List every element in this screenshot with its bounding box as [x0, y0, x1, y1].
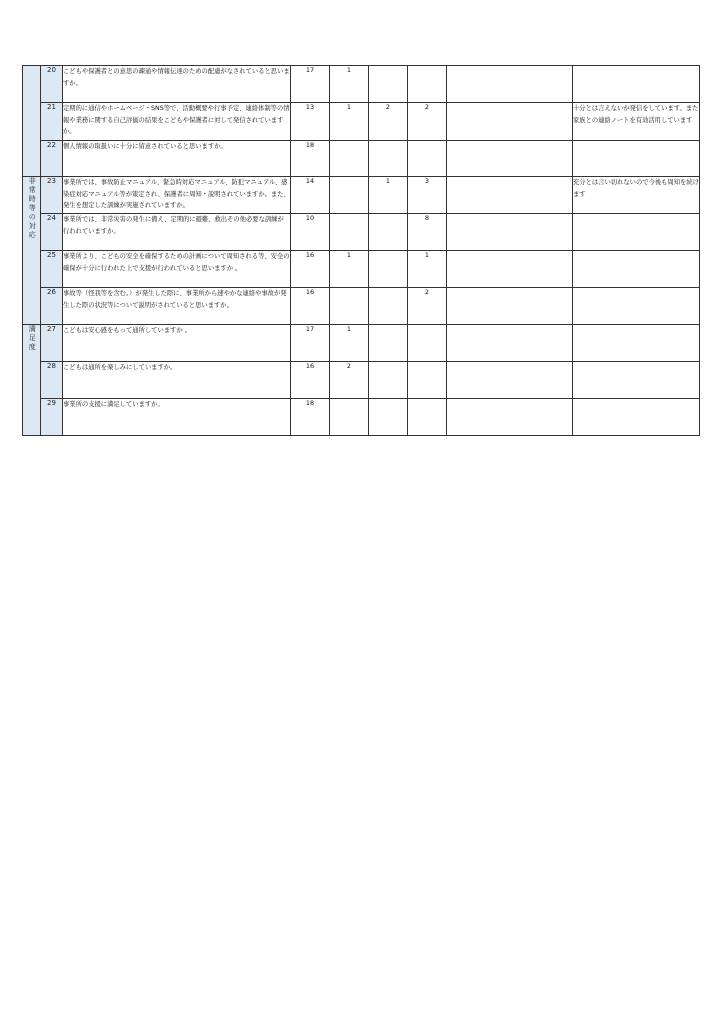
count-col1: 16 — [291, 362, 330, 399]
empty-cell — [447, 66, 573, 103]
count-col3 — [369, 362, 408, 399]
empty-cell — [447, 399, 573, 436]
category-label: 非常時等の対応 — [28, 177, 37, 240]
count-col4: 3 — [408, 177, 447, 214]
table-row — [23, 325, 700, 362]
count-col3: 1 — [369, 177, 408, 214]
survey-table — [22, 65, 700, 436]
comment-cell — [573, 141, 700, 177]
count-col4: 8 — [408, 214, 447, 251]
row-number: 25 — [41, 251, 63, 288]
question-text: 事故等（怪我等を含む。）が発生した際に、事業所から速やかな連絡や事故が発生した際の状況等について説明がされていると思いますか。 — [63, 288, 291, 325]
question-text: 定期的に通信やホームページ・SNS等で、活動概要や行事予定、連絡体制等の情報や業務に関する自己評価の結果をこどもや保護者に対して発信されていますか。 — [63, 103, 291, 141]
count-col1: 13 — [291, 103, 330, 141]
count-col1: 16 — [291, 288, 330, 325]
count-col4 — [408, 141, 447, 177]
count-col1: 17 — [291, 66, 330, 103]
count-col1: 17 — [291, 325, 330, 362]
empty-cell — [447, 288, 573, 325]
comment-cell — [573, 325, 700, 362]
count-col3 — [369, 325, 408, 362]
row-number: 28 — [41, 362, 63, 399]
question-text: こどもは通所を楽しみにしていますか。 — [63, 362, 291, 399]
count-col3 — [369, 288, 408, 325]
count-col1: 16 — [291, 251, 330, 288]
table-row — [23, 362, 700, 399]
comment-cell — [573, 288, 700, 325]
question-text: 事業所の支援に満足していますか。 — [63, 399, 291, 436]
comment-cell — [573, 362, 700, 399]
count-col3 — [369, 251, 408, 288]
table-row — [23, 288, 700, 325]
question-text: こどもは安心感をもって通所していますか 。 — [63, 325, 291, 362]
comment-cell: 十分とは言えないが発信をしています。また家族との連絡ノートを有効活用しています — [573, 103, 700, 141]
count-col4 — [408, 399, 447, 436]
row-number: 23 — [41, 177, 63, 214]
count-col4: 2 — [408, 103, 447, 141]
count-col4 — [408, 66, 447, 103]
count-col1: 10 — [291, 214, 330, 251]
empty-cell — [447, 141, 573, 177]
count-col4 — [408, 362, 447, 399]
row-number: 29 — [41, 399, 63, 436]
count-col2: 1 — [330, 325, 369, 362]
count-col2 — [330, 288, 369, 325]
count-col4: 1 — [408, 251, 447, 288]
question-text: 事業所では、事故防止マニュアル、緊急時対応マニュアル、防犯マニュアル、感染症対応マニュアル等が策定され、保護者に周知・説明されていますか。また、発生を想定した訓練が実施されていますか。 — [63, 177, 291, 214]
row-number: 27 — [41, 325, 63, 362]
count-col4 — [408, 325, 447, 362]
category-label: 満足度 — [28, 325, 37, 352]
table-row — [23, 399, 700, 436]
category-satisfaction — [23, 325, 41, 436]
count-col3 — [369, 214, 408, 251]
row-number: 26 — [41, 288, 63, 325]
count-col2 — [330, 177, 369, 214]
count-col2: 1 — [330, 251, 369, 288]
empty-cell — [447, 214, 573, 251]
count-col3 — [369, 399, 408, 436]
table-row — [23, 103, 700, 141]
empty-cell — [447, 362, 573, 399]
question-text: 個人情報の取扱いに十分に留意されていると思いますか。 — [63, 141, 291, 177]
count-col2 — [330, 399, 369, 436]
count-col3: 2 — [369, 103, 408, 141]
count-col1: 18 — [291, 399, 330, 436]
question-text: こどもや保護者との意思の疎通や情報伝達のための配慮がなされていると思いますか。 — [63, 66, 291, 103]
count-col2: 2 — [330, 362, 369, 399]
comment-cell — [573, 251, 700, 288]
row-number: 20 — [41, 66, 63, 103]
count-col2 — [330, 214, 369, 251]
empty-cell — [447, 103, 573, 141]
count-col3 — [369, 66, 408, 103]
count-col2 — [330, 141, 369, 177]
count-col3 — [369, 141, 408, 177]
count-col2: 1 — [330, 66, 369, 103]
comment-cell — [573, 214, 700, 251]
comment-cell: 充分とは言い切れないので今後も周知を続けます — [573, 177, 700, 214]
empty-cell — [447, 251, 573, 288]
question-text: 事業所では、非常災害の発生に備え、定期的に避難、救出その他必要な訓練が行われていますか。 — [63, 214, 291, 251]
row-number: 21 — [41, 103, 63, 141]
comment-cell — [573, 399, 700, 436]
empty-cell — [447, 325, 573, 362]
count-col1: 18 — [291, 141, 330, 177]
table-row — [23, 66, 700, 103]
question-text: 事業所より、こどもの安全を確保するための計画について周知される等、安全の確保が十分に行われた上で支援が行われていると思いますか 。 — [63, 251, 291, 288]
category-emergency — [23, 177, 41, 325]
comment-cell — [573, 66, 700, 103]
row-number: 22 — [41, 141, 63, 177]
category-cell-continued — [23, 66, 41, 177]
table-row — [23, 141, 700, 177]
table-row — [23, 177, 700, 214]
table-row — [23, 251, 700, 288]
count-col4: 2 — [408, 288, 447, 325]
row-number: 24 — [41, 214, 63, 251]
count-col2: 1 — [330, 103, 369, 141]
table-row — [23, 214, 700, 251]
empty-cell — [447, 177, 573, 214]
count-col1: 14 — [291, 177, 330, 214]
